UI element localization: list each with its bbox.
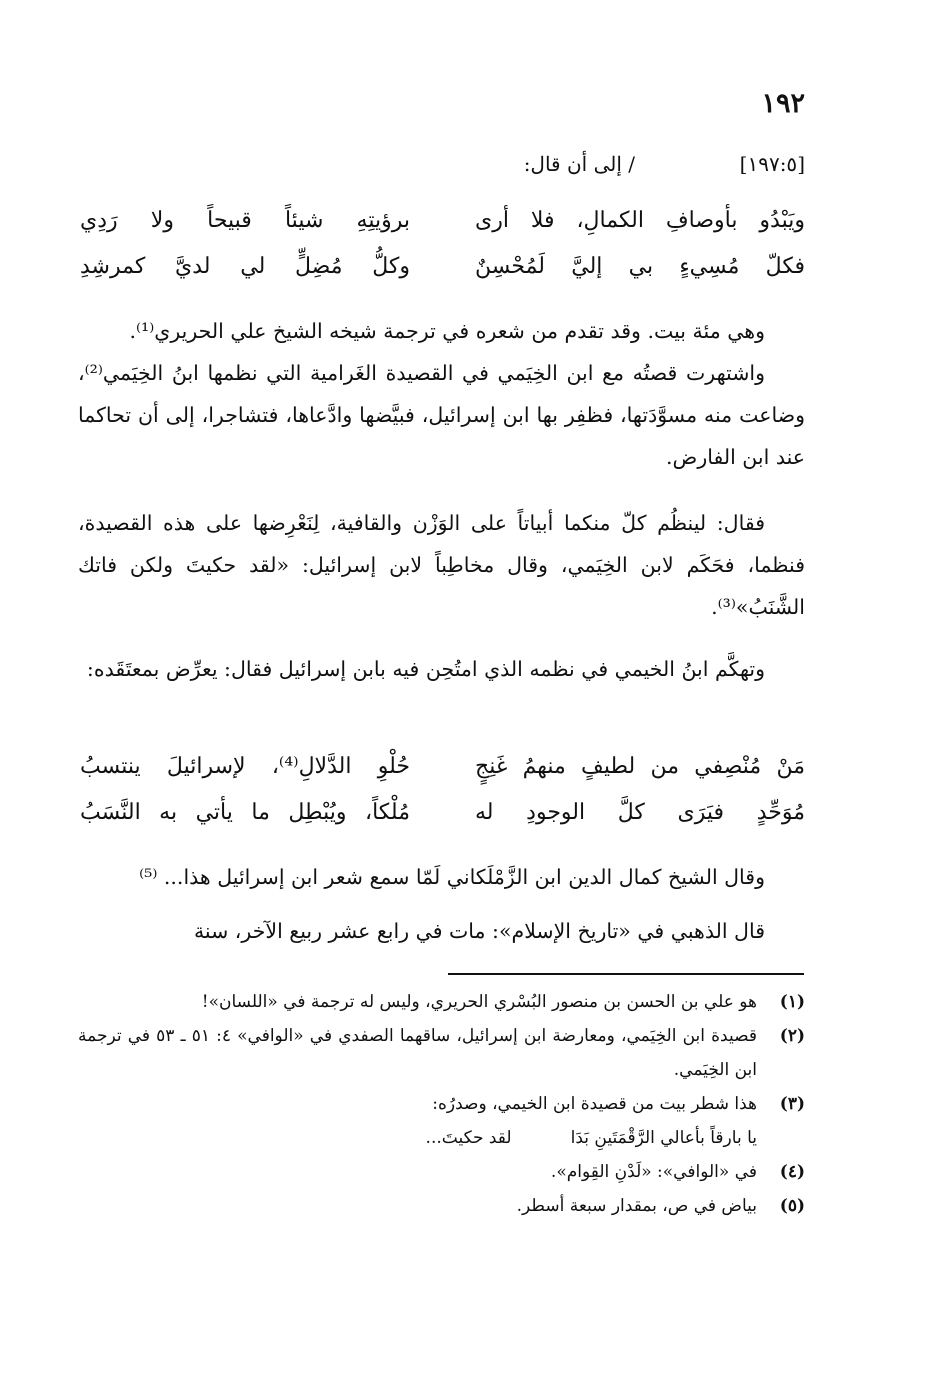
- footnote-number: (٢): [779, 1026, 805, 1046]
- footnote-number: (٥): [779, 1196, 805, 1216]
- paragraph: فقال: لينظُم كلّ منكما أبياتاً على الوَزْن والقافية، لِنَعْرِضها على هذه القصيدة، فنظما، فحَكَم لابن الخِيَمي، وقال مخاطِباً لابن إسرائيل: «لقد حكيتَ ولكن فاتك الشَّنَبُ»⁽³⁾.: [78, 511, 805, 619]
- verse-line: [80, 754, 805, 798]
- footnote-verse-first: يا بارقاً بأعالي الرَّقْمَتَينِ بَدَا: [570, 1128, 757, 1148]
- footnote: [78, 1087, 805, 1155]
- reference-line: [120, 152, 805, 182]
- footnote-text: هذا شطر بيت من قصيدة ابن الخيمي، وصدرُه:: [432, 1094, 757, 1114]
- footnote-number: (١): [779, 992, 805, 1012]
- footnote: [78, 1155, 805, 1189]
- paragraph: واشتهرت قصتُه مع ابن الخِيَمي في القصيدة الغَرامية التي نظمها ابنُ الخِيَمي⁽²⁾، وضاعت منه مسوَّدَتها، فظفِر بها ابن إسرائيل، فبيَّضها وادَّعاها، فتشاجرا، إلى أن تحاكما عند ابن الفارض.: [78, 361, 805, 469]
- lead-in-text: [524, 152, 635, 176]
- footnotes: [78, 985, 805, 1223]
- verse-line: [80, 800, 805, 844]
- slash: /: [628, 152, 635, 176]
- verse-hemistich-second: حُلْوِ الدَّلالِ⁽⁴⁾، لإسرائيلَ ينتسبُ: [80, 754, 410, 779]
- verse-line: [80, 254, 805, 298]
- verse-hemistich-second: مُلْكاً، ويُبْطِل ما يأتي به النَّسَبُ: [80, 800, 410, 825]
- paragraph: قال الذهبي في «تاريخ الإسلام»: مات في رابع عشر ربيع الآخر، سنة: [193, 919, 765, 943]
- paragraph: وقال الشيخ كمال الدين ابن الزَّمْلَكاني لَمّا سمع شعر ابن إسرائيل هذا... ⁽⁵⁾: [139, 865, 765, 889]
- verse-hemistich-first: مُوَحِّدٍ فيَرَى كلَّ الوجودِ له: [475, 800, 805, 825]
- footnote-divider: [448, 973, 804, 975]
- footnote-number: (٤): [779, 1162, 805, 1182]
- verse-hemistich-second: برؤيتِهِ شيئاً قبيحاً ولا رَدِي: [80, 208, 410, 233]
- reference-marker: [١٩٧:٥]: [739, 152, 805, 176]
- footnote-text: قصيدة ابن الخِيَمي، ومعارضة ابن إسرائيل، ساقهما الصفدي في «الوافي» ٤: ٥١ ـ ٥٣ في ترجمة ابن الخِيَمي.: [78, 1026, 757, 1080]
- footnote-verse-second: لقد حكيتَ...: [425, 1128, 512, 1148]
- lead-in: إلى أن قال:: [523, 152, 622, 176]
- verse-line: [80, 208, 805, 252]
- footnote-text: في «الوافي»: «لَدْنِ القِوام».: [550, 1162, 757, 1182]
- footnote-verse: [78, 1121, 757, 1155]
- verse-hemistich-first: مَنْ مُنْصِفي من لطيفٍ منهمُ غَنِجٍ: [475, 754, 805, 779]
- verse-hemistich-first: فكلّ مُسِيءٍ بي إليَّ لَمُحْسِنٌ: [475, 254, 805, 279]
- page-number: ١٩٢: [761, 88, 805, 119]
- verse-hemistich-second: وكلُّ مُضِلٍّ لي لديَّ كمرشِدِ: [80, 254, 410, 279]
- footnote-text: بياض في ص، بمقدار سبعة أسطر.: [516, 1196, 757, 1216]
- footnote-number: (٣): [779, 1094, 805, 1114]
- footnote: [78, 1019, 805, 1087]
- verse-hemistich-first: ويَبْدُو بأوصافِ الكمالِ، فلا أرى: [475, 208, 805, 233]
- paragraph: وتهكَّم ابنُ الخيمي في نظمه الذي امتُحِن فيه بابن إسرائيل فقال: يعرِّض بمعتَقَده:: [86, 657, 765, 681]
- footnote-text: هو علي بن الحسن بن منصور البُسْري الحريري، وليس له ترجمة في «اللسان»!: [201, 992, 757, 1012]
- paragraph: وهي مئة بيت. وقد تقدم من شعره في ترجمة شيخه الشيخ علي الحريري⁽¹⁾.: [129, 319, 765, 343]
- footnote: [78, 1189, 805, 1223]
- footnote: [78, 985, 805, 1019]
